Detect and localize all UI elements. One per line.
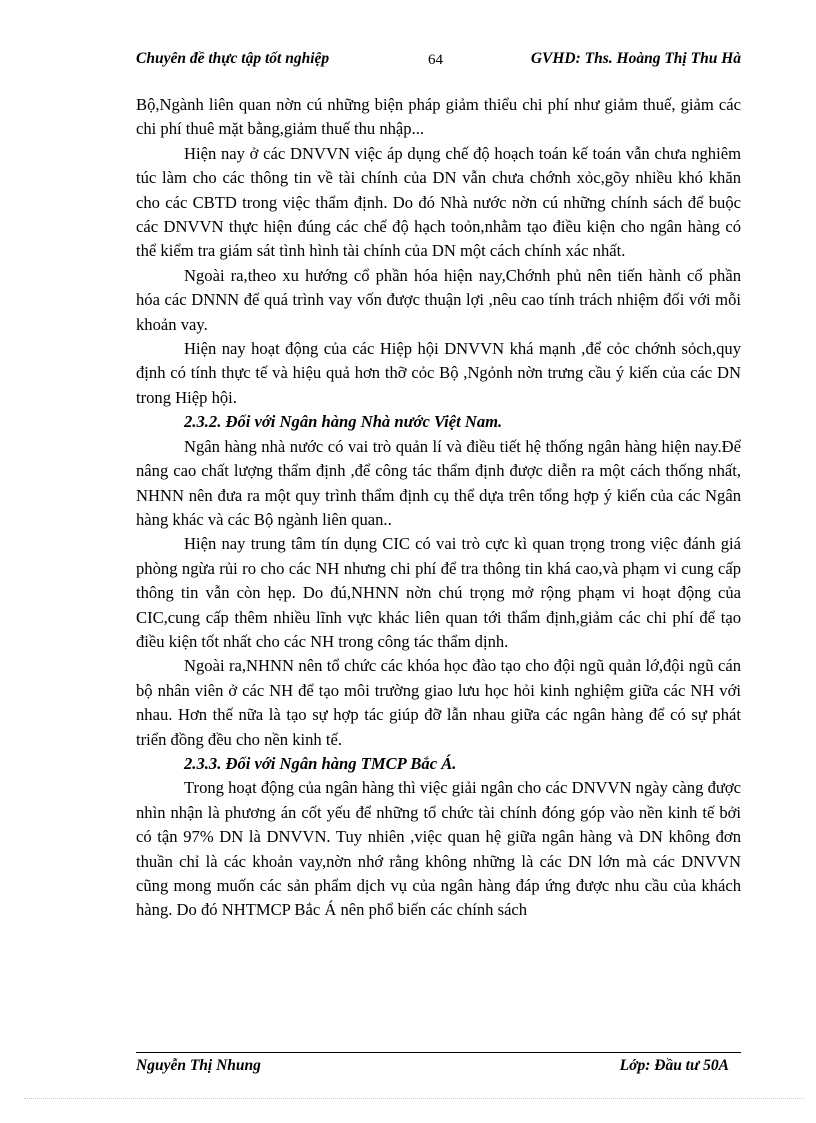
page-bottom-divider — [24, 1098, 804, 1099]
section-heading-2-3-3: 2.3.3. Đối với Ngân hàng TMCP Bắc Á. — [184, 753, 457, 773]
header-title: Chuyên đề thực tập tốt nghiệp — [136, 50, 330, 67]
paragraph-2: Hiện nay ở các DNVVN việc áp dụng chế độ hoạch toán kế toán vẫn chưa nghiêm túc làm cho các thông tin về tài chính của DN vẫn chưa chớnh xỏc,gõy nhiều khó khăn cho các CBTD trong việc thẩm định. Do đó Nhà nước nờn cú những chính sách để buộc các DNVVN thực hiện đúng các chế độ hạch toỏn,nhằm tạo điều kiện cho ngân hàng có thể kiểm tra giám sát tình hình tài chính của DN một cách chính xác nhất. — [136, 143, 741, 261]
footer-class: Lớp: Đầu tư 50A — [619, 1057, 729, 1074]
page-footer — [136, 1057, 741, 1079]
header-advisor: GVHD: Ths. Hoàng Thị Thu Hà — [530, 50, 741, 67]
footer-author: Nguyễn Thị Nhung — [136, 1057, 261, 1074]
paragraph-8: Trong hoạt động của ngân hàng thì việc giải ngân cho các DNVVN ngày càng được nhìn nhận là phương án cốt yếu để những tổ chức tài chính đóng góp vào nền kinh tế bởi có tận 97% DN là DNVVN. Tuy nhiên ,việc quan hệ giữa ngân hàng và DN không đơn thuần chỉ là các khoản vay,nờn nhớ rằng không những là các DN lớn mà các DNVVN cũng mong muốn các sản phẩm dịch vụ của ngân hàng đáp ứng được nhu cầu của khách hàng. Do đó NHTMCP Bắc Á nên phổ biến các chính sách — [136, 778, 741, 920]
paragraph-5: Ngân hàng nhà nước có vai trò quản lí và điều tiết hệ thống ngân hàng hiện nay.Để nâng cao chất lượng thẩm định ,để công tác thẩm định được diễn ra một cách thống nhất, NHNN nên đưa ra một quy trình thẩm định cụ thể dựa trên tổng hợp ý kiến của các Ngân hàng khác và các Bộ ngành liên quan.. — [136, 436, 741, 529]
paragraph-4: Hiện nay hoạt động của các Hiệp hội DNVVN khá mạnh ,để cỏc chớnh sỏch,quy định có tính thực tế và hiệu quả hơn thỡ cỏc Bộ ,Ngỏnh nờn trưng cầu ý kiến của các DN trong Hiệp hội. — [136, 339, 741, 407]
page-body — [136, 93, 741, 923]
paragraph-3: Ngoài ra,theo xu hướng cổ phần hóa hiện nay,Chớnh phủ nên tiến hành cổ phần hóa các DNNN để quá trình vay vốn được thuận lợi ,nêu cao tính trách nhiệm đối với mỗi khoản vay. — [136, 265, 741, 334]
section-heading-2-3-2: 2.3.2. Đối với Ngân hàng Nhà nước Việt Nam. — [184, 412, 503, 432]
paragraph-6: Hiện nay trung tâm tín dụng CIC có vai trò cực kì quan trọng trong việc đánh giá phòng ngừa rủi ro cho các NH nhưng chi phí để tra thông tin khá cao,và phạm vi cung cấp thông tin vẫn còn hẹp. Do đú,NHNN nờn chú trọng mở rộng phạm vi hoạt động của CIC,cung cấp thêm nhiều lĩnh vực khác liên quan tới thẩm định,giảm các chi phí để tạo điều kiện tốt nhất cho các NH trong công tác thẩm dịnh. — [136, 534, 741, 651]
paragraph-7: Ngoài ra,NHNN nên tổ chức các khóa học đào tạo cho đội ngũ quản lớ,đội ngũ cán bộ nhân viên ở các NH để tạo môi trường giao lưu học hỏi kinh nghiệm giữa các NH với nhau. Hơn thế nữa là tạo sự hợp tác giúp đỡ lẫn nhau giữa các ngân hàng để có sự phát triển đồng đều cho nền kinh tế. — [136, 656, 741, 749]
footer-rule — [136, 1052, 741, 1053]
page-header — [136, 50, 741, 72]
paragraph-1: Bộ,Ngành liên quan nờn cú những biện pháp giảm thiểu chi phí như giảm thuế, giảm các chi phí thuê mặt bằng,giảm thuế thu nhập... — [136, 95, 741, 139]
page-number: 64 — [428, 52, 443, 68]
